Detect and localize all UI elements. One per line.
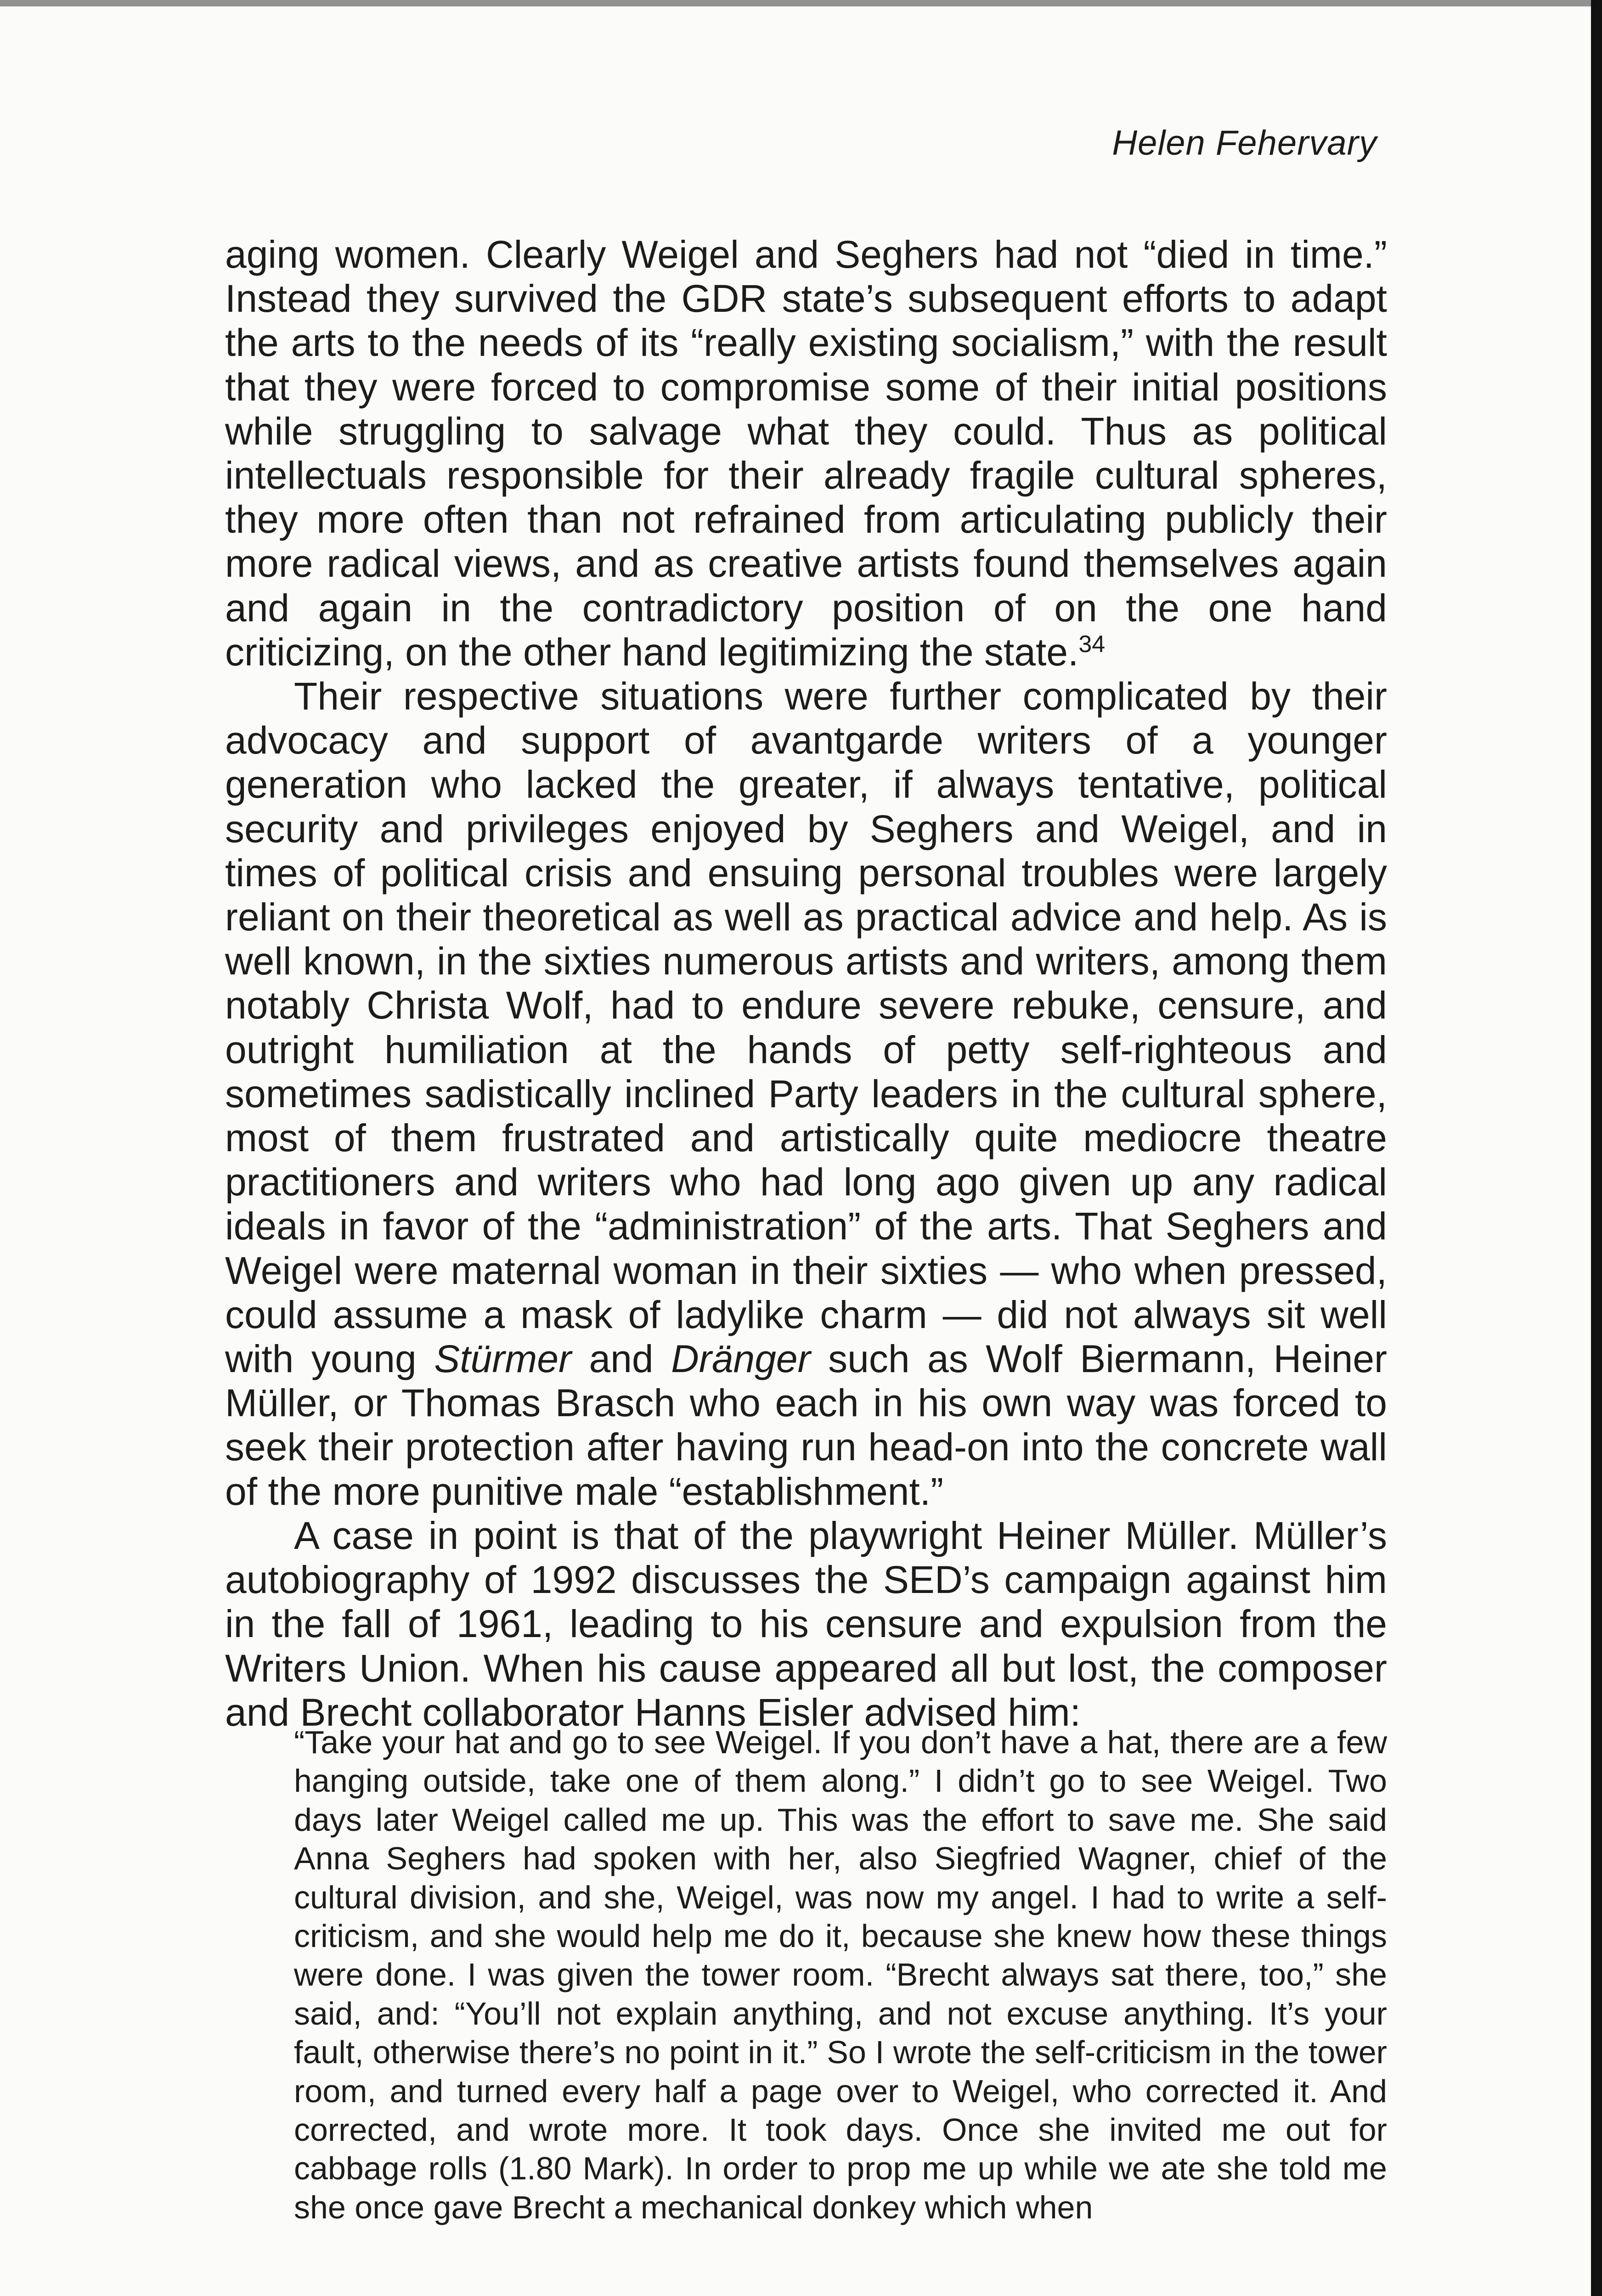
scan-right-edge bbox=[1591, 0, 1602, 2296]
block-quote-text: “Take your hat and go to see Weigel. If you don’t have a hat, there are a few hanging outside, take one of them along.” I didn’t go to see Weigel. Two days later Weigel called me up. This was the effort to save me. She said Anna Seghers had spoken with her, also Siegfried Wagner, chief of the cultural division, and she, Weigel, was now my angel. I had to write a self-criticism, and she would help me do it, because she knew how these things were done. I was given the tower room. “Brecht always sat there, too,” she said, and: “You’ll not explain anything, and not excuse anything. It’s your fault, otherwise there’s no point in it.” So I wrote the self-criticism in the tower room, and turned every half a page over to Weigel, who corrected it. And corrected, and wrote more. It took days. Once she invited me out for cabbage rolls (1.80 Mark). In order to prop me up while we ate she told me she once gave Brecht a mechanical donkey which when bbox=[294, 1724, 1387, 2225]
paragraph-2-text-b: and bbox=[571, 1337, 671, 1381]
running-head: Helen Fehervary bbox=[1112, 124, 1377, 163]
paragraph-3 bbox=[225, 1514, 1387, 1734]
paragraph-3-text: A case in point is that of the playwright Heiner Müller. Müller’s autobiography of 1992 discusses the SED’s campaign against him in the fall of 1961, leading to his censure and expulsion from the Writers Union. When his cause appeared all but lost, the composer and Brecht collaborator Hanns Eisler advised him: bbox=[225, 1514, 1387, 1734]
term-dranger: Dränger bbox=[671, 1337, 811, 1381]
paragraph-2 bbox=[225, 674, 1387, 1514]
paragraph-1-text: aging women. Clearly Weigel and Seghers had not “died in time.” Instead they survived the GDR state’s subsequent efforts to adapt the arts to the needs of its “really existing socialism,” with the result that they were forced to compromise some of their initial positions while struggling to salvage what they could. Thus as political intellectuals responsible for their already fragile cultural spheres, they more often than not refrained from articulating publicly their more radical views, and as creative artists found themselves again and again in the contradictory position of on the one hand criticizing, on the other hand legitimizing the state. bbox=[225, 233, 1387, 674]
paragraph-2-text-c: such as Wolf Biermann, Heiner Müller, or Thomas Brasch who each in his own way was forced to seek their protection after having run head-on into the concrete wall of the more punitive male “establishment.” bbox=[225, 1337, 1388, 1513]
block-quote bbox=[294, 1723, 1387, 2227]
main-text bbox=[225, 232, 1387, 1734]
paragraph-2-text-a: Their respective situations were further complicated by their advocacy and support of avantgarde writers of a younger generation who lacked the greater, if always tentative, political security and privileges enjoyed by Seghers and Weigel, and in times of political crisis and ensuing personal troubles were largely reliant on their theoretical as well as practical advice and help. As is well known, in the sixties numerous artists and writers, among them notably Christa Wolf, had to endure severe rebuke, censure, and outright humiliation at the hands of petty self-righteous and sometimes sadistically inclined Party leaders in the cultural sphere, most of them frustrated and artistically quite mediocre theatre practitioners and writers who had long ago given up any radical ideals in favor of the “administration” of the arts. That Seghers and Weigel were maternal woman in their sixties — who when pressed, could assume a mask of ladylike charm — did not always sit well with young bbox=[225, 675, 1387, 1381]
footnote-marker: 34 bbox=[1078, 630, 1106, 658]
term-sturmer: Stürmer bbox=[434, 1337, 571, 1381]
paragraph-1 bbox=[225, 232, 1387, 674]
scan-top-edge bbox=[0, 0, 1602, 6]
